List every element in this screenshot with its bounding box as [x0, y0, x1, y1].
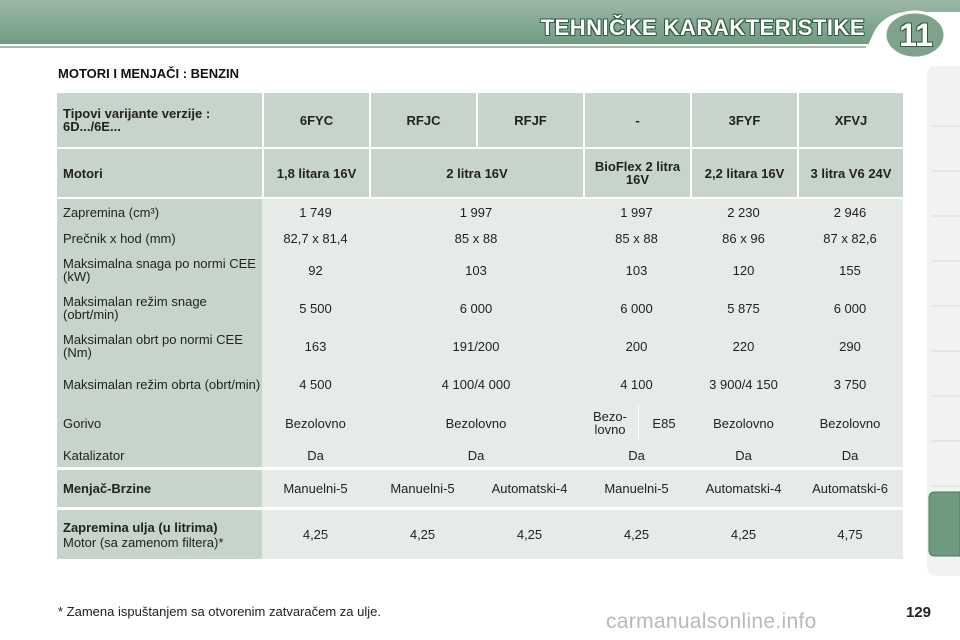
spec-value: 200	[625, 338, 648, 354]
oil-value: 4,25	[302, 527, 329, 542]
version-cell: -	[583, 93, 690, 147]
fuel-divider	[638, 406, 639, 440]
version-cell: 3FYF	[690, 93, 797, 147]
oil-value: 4,25	[409, 527, 436, 542]
spec-value: 1 997	[459, 204, 493, 220]
oil-value: 4,25	[730, 527, 757, 542]
catalyst-label: Katalizator	[63, 447, 125, 463]
spec-label: Maksimalan režim snage (obrt/min)	[63, 294, 207, 322]
active-chapter-tab	[929, 492, 960, 556]
watermark: carmanualsonline.info	[606, 610, 817, 633]
engine-cell: 3 litra V6 24V	[797, 149, 903, 197]
table-row-versions	[57, 93, 903, 147]
spec-value: 220	[732, 338, 755, 354]
gearbox-value: Manuelni-5	[390, 481, 455, 496]
spec-value: 3 750	[833, 376, 867, 392]
gearbox-label: Menjač-Brzine	[57, 470, 262, 507]
spec-label: Zapremina (cm³)	[63, 204, 160, 220]
engine-cell: 2,2 litara 16V	[690, 149, 797, 197]
table-row	[57, 327, 903, 365]
spec-value: 6 000	[833, 300, 867, 316]
spec-value: 163	[304, 338, 327, 354]
spec-value: 191/200	[452, 338, 500, 354]
gearbox-value: Manuelni-5	[604, 481, 669, 496]
oil-label	[57, 510, 262, 559]
version-cell: XFVJ	[797, 93, 903, 147]
spec-value: 4 500	[299, 376, 332, 392]
table-row	[57, 289, 903, 327]
gearbox-value: Automatski-4	[491, 481, 568, 496]
fuel-bioflex-cell	[583, 403, 690, 443]
table-row-fuel	[57, 403, 903, 443]
table-row-catalyst	[57, 443, 903, 467]
spec-value: 3 900/4 150	[709, 376, 778, 392]
spec-label: Maksimalna snaga po normi CEE (kW)	[63, 256, 256, 284]
spec-value: 82,7 x 81,4	[283, 230, 348, 246]
footnote: * Zamena ispuštanjem sa otvorenim zatvaračem za ulje.	[58, 604, 381, 619]
catalyst-value: Da	[307, 447, 324, 463]
version-cell: RFJF	[476, 93, 583, 147]
table-row	[57, 365, 903, 403]
catalyst-value: Da	[735, 447, 752, 463]
section-title: MOTORI I MENJAČI : BENZIN	[58, 66, 240, 81]
fuel-value: Bezolovno	[819, 415, 881, 431]
gearbox-value: Automatski-4	[705, 481, 782, 496]
spec-value: 6 000	[620, 300, 653, 316]
fuel-label: Gorivo	[63, 415, 102, 431]
gearbox-value: Automatski-6	[812, 481, 888, 496]
spec-value: 6 000	[459, 300, 493, 316]
spec-value: 2 946	[833, 204, 867, 220]
engine-cell: BioFlex 2 litra 16V	[583, 149, 690, 197]
fuel-value: Bezolovno	[285, 415, 346, 431]
fuel-value: E85	[652, 415, 676, 431]
oil-label-title: Zapremina ulja (u litrima)	[63, 519, 218, 535]
spec-value: 2 230	[727, 204, 760, 220]
spec-value: 290	[839, 338, 861, 354]
spec-label: Maksimalan režim obrta (obrt/min)	[63, 376, 261, 392]
spec-value: 92	[308, 262, 323, 278]
spec-value: 5 875	[727, 300, 760, 316]
chapter-tabs	[927, 66, 960, 576]
engine-cell: 1,8 litara 16V	[262, 149, 369, 197]
spec-label: Prečnik x hod (mm)	[63, 230, 176, 246]
fuel-value: Bezo- lovno	[593, 409, 627, 437]
catalyst-value: Da	[628, 447, 645, 463]
page-header-title: TEHNIČKE KARAKTERISTIKE	[540, 15, 865, 40]
engines-label: Motori	[57, 149, 262, 197]
spec-value: 85 x 88	[615, 230, 658, 246]
chapter-tab-strip	[927, 66, 960, 576]
spec-value: 1 749	[299, 204, 332, 220]
table-row	[57, 199, 903, 225]
table-row-engines	[57, 149, 903, 197]
versions-label: Tipovi varijante verzije : 6D.../6E...	[57, 93, 262, 147]
oil-value: 4,75	[837, 527, 863, 542]
catalyst-value: Da	[841, 447, 859, 463]
engine-cell: 2 litra 16V	[369, 149, 583, 197]
spec-value: 4 100	[620, 376, 653, 392]
spec-label: Maksimalan obrt po normi CEE (Nm)	[63, 332, 243, 360]
spec-value: 87 x 82,6	[823, 230, 877, 246]
table-row	[57, 225, 903, 251]
fuel-value: Bezolovno	[445, 415, 507, 431]
table-row-gearbox	[57, 470, 903, 507]
oil-value: 4,25	[623, 527, 650, 542]
fuel-value: Bezolovno	[713, 415, 774, 431]
spec-value: 155	[839, 262, 861, 278]
header-band	[0, 0, 960, 52]
table-row	[57, 251, 903, 289]
spec-value: 4 100/4 000	[441, 376, 511, 392]
spec-value: 1 997	[620, 204, 653, 220]
chapter-number: 11	[899, 16, 933, 53]
spec-value: 103	[465, 262, 487, 278]
spec-value: 86 x 96	[722, 230, 765, 246]
gearbox-value: Manuelni-5	[283, 481, 348, 496]
spec-value: 120	[732, 262, 755, 278]
spec-value: 5 500	[299, 300, 332, 316]
version-cell: RFJC	[369, 93, 476, 147]
spec-value: 103	[625, 262, 648, 278]
catalyst-value: Da	[467, 447, 485, 463]
spec-value: 85 x 88	[454, 230, 498, 246]
table-row-oil	[57, 510, 903, 559]
oil-label-subtitle: Motor (sa zamenom filtera)*	[63, 534, 224, 550]
page-number: 129	[906, 604, 932, 621]
version-cell: 6FYC	[262, 93, 369, 147]
oil-value: 4,25	[516, 527, 543, 542]
